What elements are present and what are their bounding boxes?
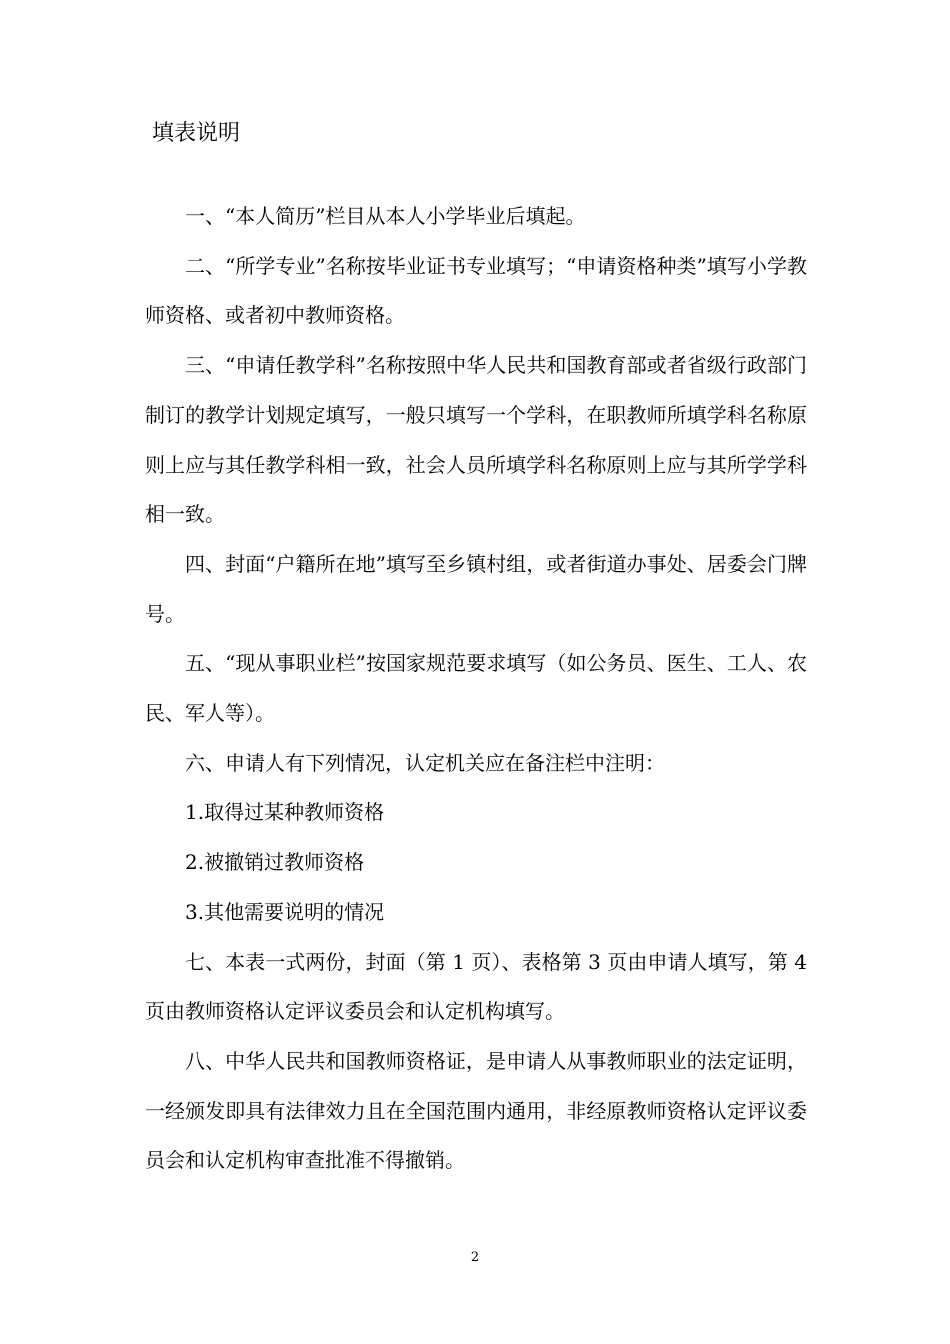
page-number: 2 <box>470 1250 480 1265</box>
page-title: 填表说明 <box>152 121 241 146</box>
instruction-paragraph-5: 五、“现从事职业栏”按国家规范要求填写（如公务员、医生、工人、农民、军人等）。 <box>145 651 807 726</box>
instruction-paragraph-6: 六、申请人有下列情况，认定机关应在备注栏中注明： <box>185 750 665 775</box>
instruction-subitem-2: 2.被撤销过教师资格 <box>185 850 365 875</box>
instruction-paragraph-4: 四、封面“户籍所在地”填写至乡镇村组，或者街道办事处、居委会门牌号。 <box>145 551 807 626</box>
instruction-subitem-3: 3.其他需要说明的情况 <box>185 899 385 924</box>
instruction-paragraph-2: 二、“所学专业”名称按毕业证书专业填写；“申请资格种类”填写小学教师资格、或者初中教师资格。 <box>145 253 807 328</box>
instruction-paragraph-8: 八、中华人民共和国教师资格证，是申请人从事教师职业的法定证明，一经颁发即具有法律效力且在全国范围内通用，非经原教师资格认定评议委员会和认定机构审查批准不得撤销。 <box>145 1048 807 1173</box>
instructions-body <box>145 192 807 1186</box>
instruction-subitem-1: 1.取得过某种教师资格 <box>185 800 385 825</box>
instruction-paragraph-1: 一、“本人简历”栏目从本人小学毕业后填起。 <box>185 204 586 228</box>
instruction-paragraph-7: 七、本表一式两份，封面（第 1 页）、表格第 3 页由申请人填写，第 4 页由教师资格认定评议委员会和认定机构填写。 <box>145 949 807 1024</box>
instruction-paragraph-3: 三、“申请任教学科”名称按照中华人民共和国教育部或者省级行政部门制订的教学计划规定填写，一般只填写一个学科，在职教师所填学科名称原则上应与其任教学科相一致，社会人员所填学科名称原则上应与其所学学科相一致。 <box>145 353 807 527</box>
